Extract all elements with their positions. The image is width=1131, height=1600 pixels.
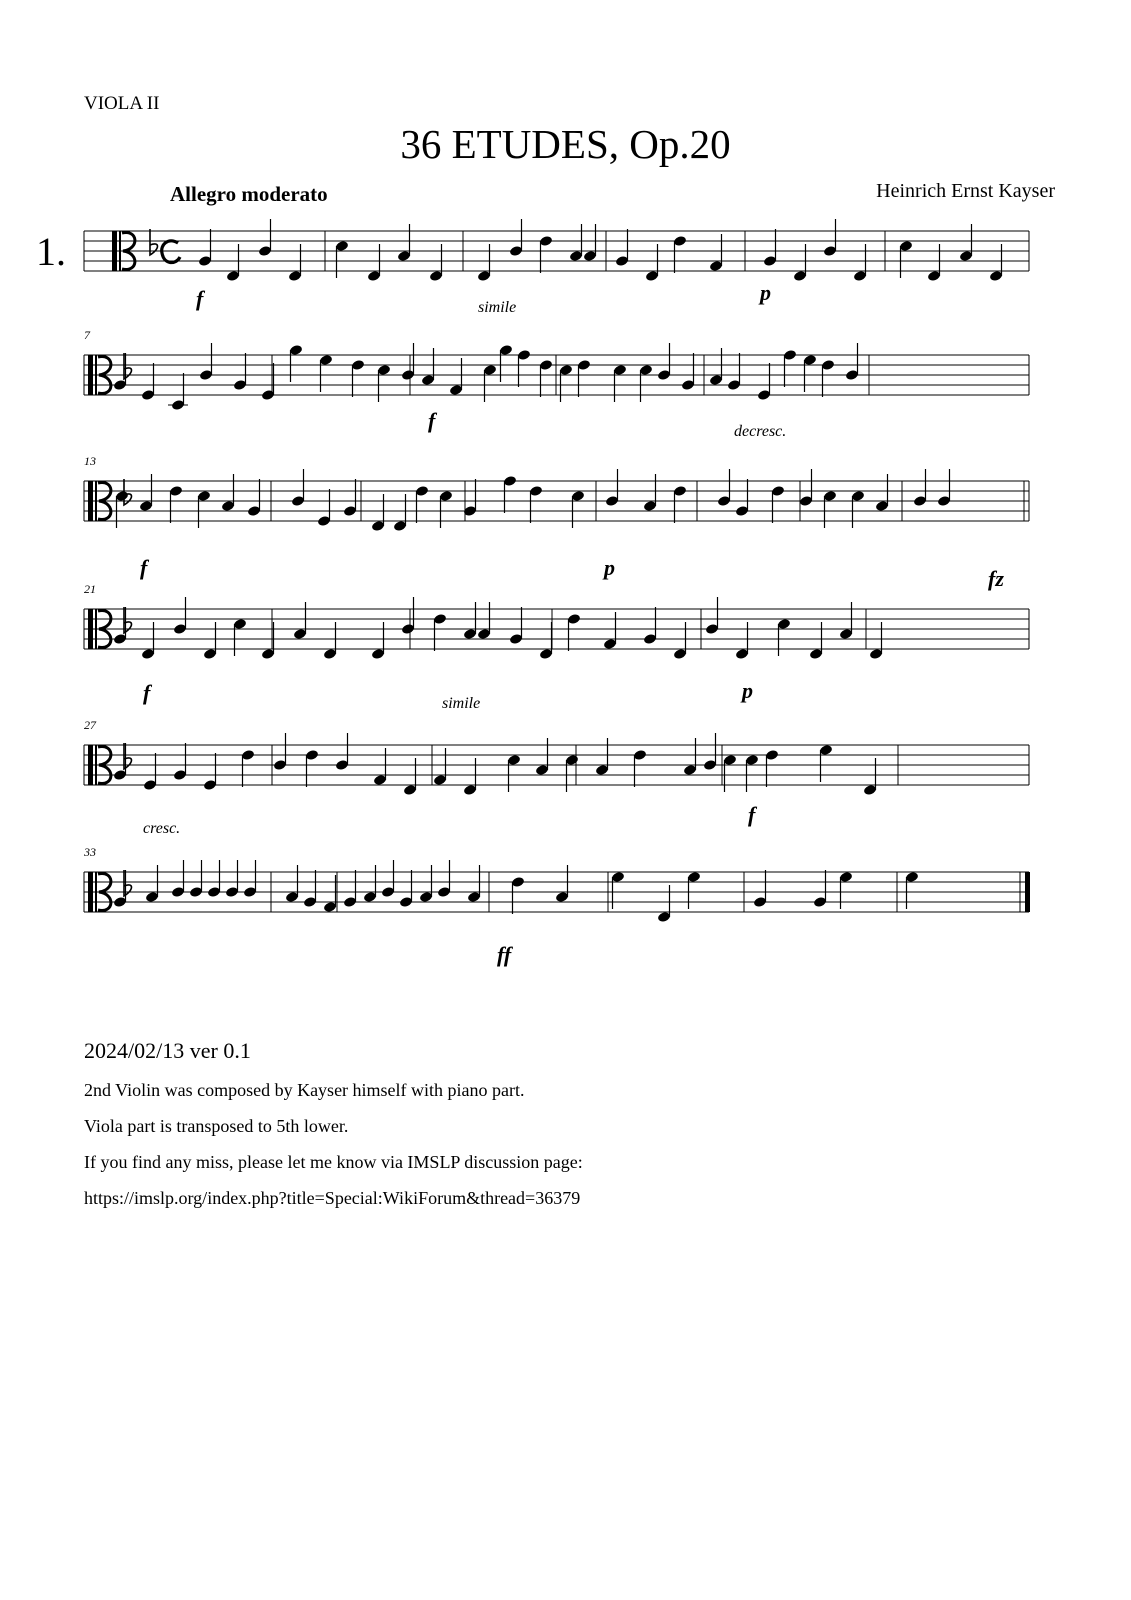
tempo-marking: Allegro moderato: [170, 182, 328, 206]
clef-bar: [95, 872, 97, 912]
note-line: 2nd Violin was composed by Kayser himself with piano part.: [84, 1080, 525, 1100]
clef-bar: [88, 609, 93, 649]
clef-bar: [95, 609, 97, 649]
dynamic-marking: p: [742, 678, 753, 703]
clef-bar: [95, 355, 97, 395]
clef-bar: [95, 481, 97, 521]
page-title: 36 ETUDES, Op.20: [400, 121, 731, 167]
clef-bar: [88, 745, 93, 785]
expression-marking: cresc.: [143, 820, 181, 837]
measure-number: 27: [84, 718, 96, 732]
clef-bar: [95, 745, 97, 785]
composer-name: Heinrich Ernst Kayser: [876, 180, 1055, 202]
staff-system: [84, 582, 1029, 712]
clef-bar: [88, 355, 93, 395]
clef-bar: [119, 231, 121, 271]
staff-system: [83, 845, 1030, 967]
dynamic-marking: p: [760, 280, 771, 305]
dynamic-marking: f: [143, 680, 151, 705]
note-line: If you find any miss, please let me know via IMSLP discussion page:: [84, 1152, 583, 1172]
part-label: VIOLA II: [84, 93, 160, 114]
version-line: 2024/02/13 ver 0.1: [84, 1038, 251, 1063]
staff-system: [36, 219, 1029, 316]
dynamic-marking: f: [196, 286, 204, 311]
staff-system: [84, 328, 1029, 440]
clef-bar: [88, 872, 93, 912]
dynamic-marking: f: [428, 408, 436, 433]
footer-notes: [84, 1038, 1044, 1222]
expression-marking: decresc.: [734, 423, 787, 440]
etude-number: 1.: [36, 229, 66, 274]
staff-system: [84, 718, 1029, 837]
measure-number: 33: [84, 845, 96, 859]
note-line: https://imslp.org/index.php?title=Special:WikiForum&thread=36379: [84, 1188, 581, 1208]
measure-number: 13: [84, 454, 96, 468]
expression-marking: simile: [478, 299, 517, 316]
common-time-icon: [162, 241, 180, 263]
dynamic-marking: fz: [988, 566, 1004, 591]
note-line: Viola part is transposed to 5th lower.: [84, 1116, 349, 1136]
dynamic-marking: p: [604, 555, 615, 580]
final-barline: [1025, 872, 1030, 912]
clef-bar: [112, 231, 117, 271]
staff-system: [84, 454, 1029, 591]
dynamic-marking: ff: [497, 942, 512, 967]
measure-number: 21: [84, 582, 96, 596]
dynamic-marking: f: [140, 555, 148, 580]
measure-number: 7: [84, 328, 90, 342]
dynamic-marking: f: [748, 802, 756, 827]
clef-bar: [88, 481, 93, 521]
expression-marking: simile: [442, 695, 481, 712]
